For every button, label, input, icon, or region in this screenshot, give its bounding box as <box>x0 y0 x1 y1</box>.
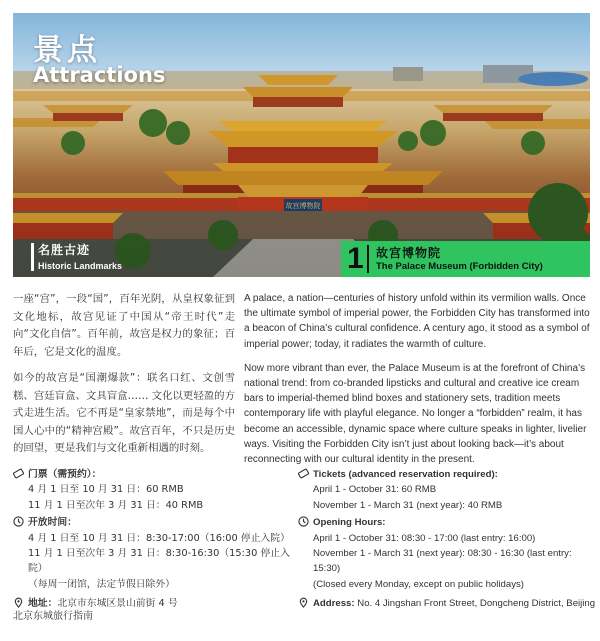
ticket-icon <box>298 468 309 479</box>
clock-icon <box>298 516 309 527</box>
attraction-number: 1 <box>347 242 364 275</box>
hours-line: （每周一闭馆，法定节假日除外） <box>28 578 175 590</box>
footer-guide-title: 北京东城旅行指南 <box>13 611 93 622</box>
hours-line: November 1 - March 31 (next year): 08:30 - 16:30 (last entry: 15:30) <box>313 548 572 575</box>
paragraph-zh: 一座“宫”，一段“国”，百年光阴，从皇权象征到文化地标，故宫见证了中国从“帝王时代”走向“文化自信”。百年前，故宫是权力的象征；百年后，它是文化的温度。 <box>13 293 235 358</box>
category-tag <box>38 241 122 271</box>
category-tag-en: Historic Landmarks <box>38 261 123 271</box>
hours-line: 4 月 1 日至 10 月 31 日：8:30-17:00（16:00 停止入院） <box>28 532 290 544</box>
clock-icon <box>13 516 24 527</box>
attraction-tag-divider <box>367 245 369 273</box>
ticket-price-line: November 1 - March 31 (next year): 40 RMB <box>313 499 503 511</box>
visitor-info-en <box>298 467 598 612</box>
hours-line: (Closed every Monday, except on public holidays) <box>313 578 524 590</box>
address-value-zh: 北京市东城区景山前街 4 号 <box>57 598 178 610</box>
ticket-price-line: 11 月 1 日至次年 3 月 31 日：40 RMB <box>28 499 204 511</box>
paragraph-en: Now more vibrant than ever, the Palace Museum is at the forefront of China’s national trend: from co-branded lipsticks and cultural and creative ice cream bars to imperial-themed blind boxes and stationery sets, tradition meets contemporary life with playful elegance. No longer a “forbidden” realm, it has become an accessible, dynamic space where culture speaks in lighter, livelier ways. Visiting the Forbidden City isn’t just about looking back—it’s about reconnecting with our cultural identity in the present. <box>244 362 587 466</box>
ticket-icon <box>13 468 24 479</box>
hours-row-en <box>298 515 598 530</box>
category-tag-zh: 名胜古迹 <box>38 243 91 257</box>
attraction-name-zh: 故宫博物院 <box>376 246 442 260</box>
tag-divider <box>31 243 34 271</box>
hours-line: 11 月 1 日至次年 3 月 31 日：8:30-16:30（15:30 停止入院） <box>28 548 290 575</box>
paragraph-zh: 如今的故宫是“国潮爆款”：联名口红、文创雪糕、宫廷盲盒、文具盲盒…… 文化以更轻盈的方式走进生活。它不再是“皇家禁地”，而是每个中国人心中的“精神宫殿”。故宫百年，不只是历史的回望，更是我们与文化重新相遇的时刻。 <box>13 372 235 454</box>
location-pin-icon <box>298 597 309 608</box>
visitor-info-zh <box>13 467 293 612</box>
hero-image <box>13 13 590 277</box>
hero-title-en: Attractions <box>33 63 166 87</box>
tickets-label-en: Tickets (advanced reservation required): <box>313 469 498 480</box>
address-row-en <box>298 596 598 611</box>
paragraph-en: A palace, a nation—centuries of history unfold within its vermilion walls. Once the ultimate symbol of imperial power, the Forbidden City has transformed into a beacon of China’s cultural confidence. A century ago, it stood as a symbol of imperial power; today, it radiates the warmth of culture. <box>244 293 590 350</box>
hours-line: April 1 - October 31: 08:30 - 17:00 (last entry: 16:00) <box>313 532 536 544</box>
hero-title-zh: 景点 <box>33 33 101 68</box>
address-label-en: Address: <box>313 598 355 610</box>
address-value-en: No. 4 Jingshan Front Street, Dongcheng District, Beijing <box>357 598 596 610</box>
attraction-tag <box>341 241 590 277</box>
hours-label-zh: 开放时间： <box>28 517 77 529</box>
attraction-name-en: The Palace Museum (Forbidden City) <box>376 261 543 272</box>
description-en <box>244 291 592 476</box>
description-zh <box>13 291 235 467</box>
gate-sign-text: 故宫博物院 <box>285 202 321 210</box>
ticket-price-line: 4 月 1 日至 10 月 31 日：60 RMB <box>28 484 184 496</box>
ticket-price-line: April 1 - October 31: 60 RMB <box>313 484 437 496</box>
tickets-label-zh: 门票（需预约）： <box>28 469 102 480</box>
hours-label-en: Opening Hours: <box>313 517 386 529</box>
tickets-row-en <box>298 467 598 482</box>
hours-row-zh <box>13 515 293 530</box>
tickets-row-zh <box>13 467 293 482</box>
address-label-zh: 地址： <box>28 598 58 610</box>
